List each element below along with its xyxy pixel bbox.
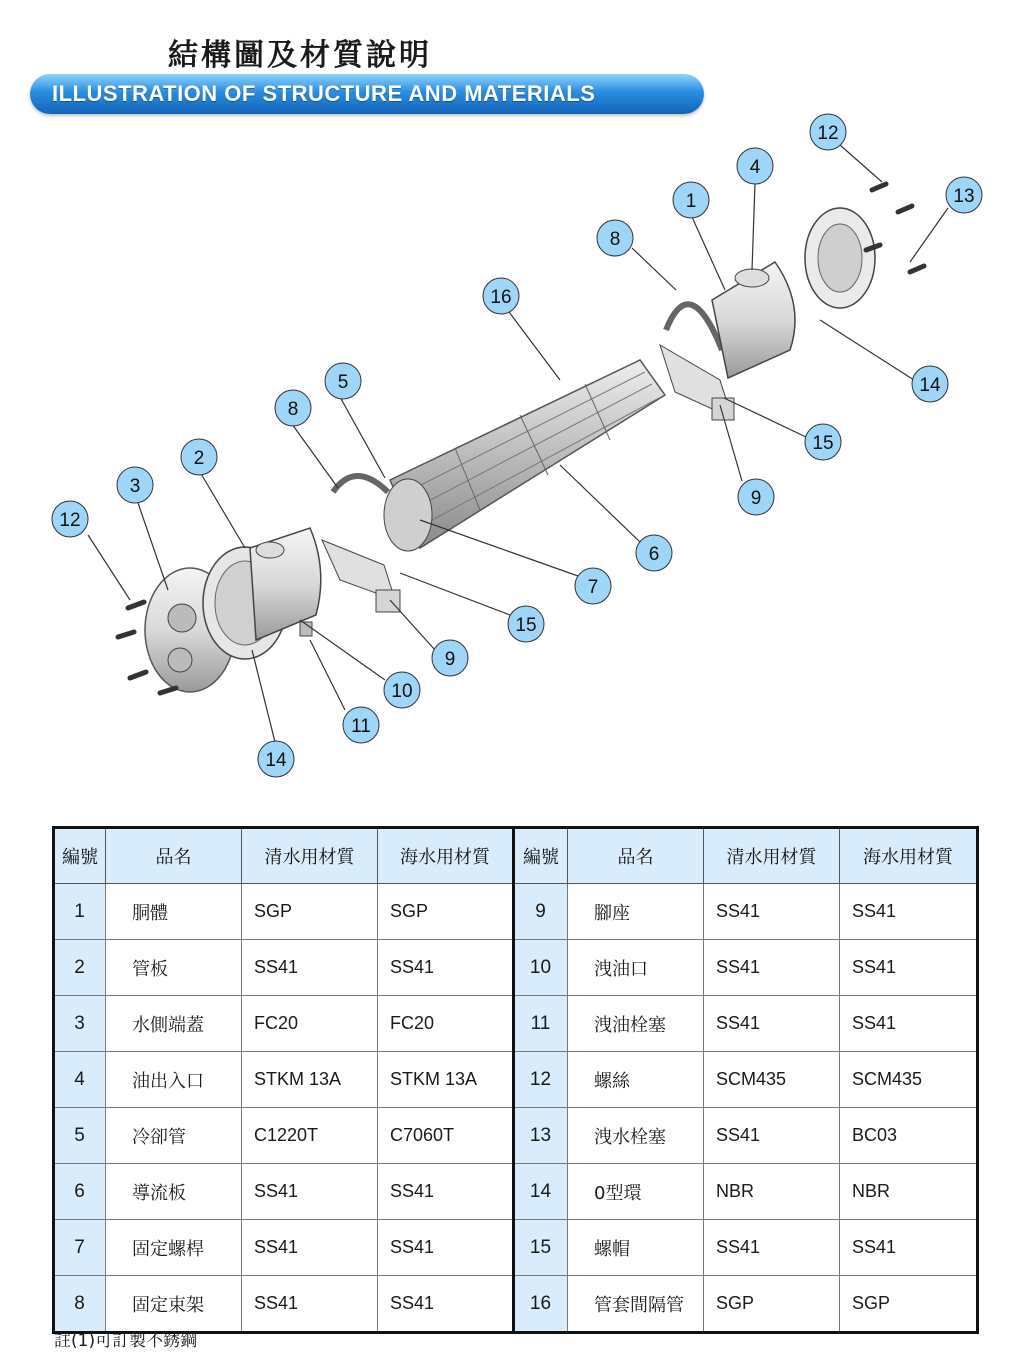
header-fresh-2: 清水用材質: [704, 828, 840, 884]
header-sea-2: 海水用材質: [840, 828, 978, 884]
part-number: 4: [54, 1052, 106, 1108]
part-name: 管板: [106, 940, 242, 996]
svg-text:11: 11: [351, 716, 371, 737]
part-number: 8: [54, 1276, 106, 1333]
sea-water-material: BC03: [840, 1108, 978, 1164]
part-name: 洩水栓塞: [568, 1108, 704, 1164]
fresh-water-material: STKM 13A: [242, 1052, 378, 1108]
header-name: 品名: [106, 828, 242, 884]
part-name: 油出入口: [106, 1052, 242, 1108]
fresh-water-material: C1220T: [242, 1108, 378, 1164]
sea-water-material: SS41: [840, 884, 978, 940]
svg-text:10: 10: [391, 681, 413, 702]
callout-8-left: [275, 390, 311, 426]
table-row: [54, 1164, 978, 1220]
fresh-water-material: SS41: [704, 996, 840, 1052]
sea-water-material: SS41: [840, 1220, 978, 1276]
page-title: 結構圖及材質說明: [168, 38, 432, 73]
part-number: 15: [514, 1220, 568, 1276]
left-shell: [250, 528, 321, 640]
table-row: [54, 1108, 978, 1164]
part-name: 固定螺桿: [106, 1220, 242, 1276]
part-number: 9: [514, 884, 568, 940]
sea-water-material: SS41: [840, 940, 978, 996]
part-number: 14: [514, 1164, 568, 1220]
part-number: 3: [54, 996, 106, 1052]
header-no: 編號: [54, 828, 106, 884]
fresh-water-material: SS41: [704, 940, 840, 996]
part-name: 固定束架: [106, 1276, 242, 1333]
callout-3: [117, 467, 153, 503]
svg-text:1: 1: [685, 191, 697, 212]
fresh-water-material: SS41: [704, 1108, 840, 1164]
sea-water-material: SGP: [840, 1276, 978, 1333]
svg-text:3: 3: [129, 476, 141, 497]
part-name: 胴體: [106, 884, 242, 940]
callout-2: [181, 439, 217, 475]
sea-water-material: SCM435: [840, 1052, 978, 1108]
table-row: [54, 1052, 978, 1108]
fresh-water-material: SS41: [704, 1220, 840, 1276]
header-name-2: 品名: [568, 828, 704, 884]
sea-water-material: SS41: [378, 940, 514, 996]
callout-8-right: [597, 220, 633, 256]
part-number: 11: [514, 996, 568, 1052]
callout-5: [325, 363, 361, 399]
callout-12-top-right: [810, 114, 846, 150]
sea-water-material: C7060T: [378, 1108, 514, 1164]
svg-text:14: 14: [265, 750, 287, 771]
right-shell: [712, 262, 795, 378]
callout-1: [673, 182, 709, 218]
fresh-water-material: SGP: [242, 884, 378, 940]
sea-water-material: SGP: [378, 884, 514, 940]
header-no-2: 編號: [514, 828, 568, 884]
fresh-water-material: SS41: [242, 1220, 378, 1276]
callout-15-left: [508, 606, 544, 642]
fresh-water-material: SS41: [242, 1164, 378, 1220]
table-row: [54, 1276, 978, 1333]
part-name: 冷卻管: [106, 1108, 242, 1164]
callout-11: [343, 707, 379, 743]
part-number: 16: [514, 1276, 568, 1333]
part-name: 洩油栓塞: [568, 996, 704, 1052]
callout-12-left: [52, 501, 88, 537]
part-name: 管套間隔管: [568, 1276, 704, 1333]
part-number: 7: [54, 1220, 106, 1276]
fresh-water-material: SGP: [704, 1276, 840, 1333]
part-number: 2: [54, 940, 106, 996]
part-number: 12: [514, 1052, 568, 1108]
sea-water-material: SS41: [378, 1276, 514, 1333]
part-name: 螺帽: [568, 1220, 704, 1276]
callout-13: [946, 177, 982, 213]
svg-text:15: 15: [515, 615, 537, 636]
part-name: 導流板: [106, 1164, 242, 1220]
svg-text:5: 5: [337, 372, 349, 393]
part-number: 13: [514, 1108, 568, 1164]
part-number: 6: [54, 1164, 106, 1220]
svg-text:13: 13: [953, 186, 975, 207]
fresh-water-material: SS41: [242, 940, 378, 996]
part-name: 洩油口: [568, 940, 704, 996]
callout-9-left: [432, 640, 468, 676]
table-row: [54, 940, 978, 996]
right-end-cover: [805, 208, 875, 308]
table-row: [54, 996, 978, 1052]
svg-text:15: 15: [812, 433, 834, 454]
table-row: [54, 1220, 978, 1276]
fresh-water-material: SS41: [242, 1276, 378, 1333]
table-row: [54, 884, 978, 940]
svg-text:2: 2: [193, 448, 205, 469]
callout-14-left: [258, 741, 294, 777]
table-header-row: [54, 828, 978, 884]
svg-text:12: 12: [817, 123, 839, 144]
sea-water-material: SS41: [378, 1164, 514, 1220]
part-name: 螺絲: [568, 1052, 704, 1108]
sea-water-material: NBR: [840, 1164, 978, 1220]
svg-text:8: 8: [609, 229, 621, 250]
title-banner: [30, 74, 704, 114]
svg-text:6: 6: [648, 544, 660, 565]
callout-16: [483, 278, 519, 314]
callout-14-right: [912, 366, 948, 402]
callout-15-right: [805, 424, 841, 460]
sea-water-material: STKM 13A: [378, 1052, 514, 1108]
sea-water-material: SS41: [840, 996, 978, 1052]
svg-text:16: 16: [490, 287, 512, 308]
callout-6: [636, 535, 672, 571]
fresh-water-material: NBR: [704, 1164, 840, 1220]
fresh-water-material: SS41: [704, 884, 840, 940]
svg-text:4: 4: [749, 157, 761, 178]
fresh-water-material: SCM435: [704, 1052, 840, 1108]
part-name: 腳座: [568, 884, 704, 940]
header-fresh: 清水用材質: [242, 828, 378, 884]
sea-water-material: FC20: [378, 996, 514, 1052]
banner-text: ILLUSTRATION OF STRUCTURE AND MATERIALS: [52, 81, 596, 106]
footnote: 註(1)可訂製不銹鋼: [54, 1331, 198, 1351]
header-sea: 海水用材質: [378, 828, 514, 884]
svg-text:12: 12: [59, 510, 81, 531]
callout-7: [575, 568, 611, 604]
svg-text:9: 9: [444, 649, 456, 670]
part-name: 水側端蓋: [106, 996, 242, 1052]
callout-9-right: [738, 479, 774, 515]
part-number: 10: [514, 940, 568, 996]
materials-table: [52, 826, 979, 1334]
svg-text:14: 14: [919, 375, 941, 396]
sea-water-material: SS41: [378, 1220, 514, 1276]
fresh-water-material: FC20: [242, 996, 378, 1052]
svg-text:7: 7: [587, 577, 599, 598]
part-number: 5: [54, 1108, 106, 1164]
part-number: 1: [54, 884, 106, 940]
svg-text:8: 8: [287, 399, 299, 420]
svg-text:9: 9: [750, 488, 762, 509]
exploded-diagram: [0, 110, 1024, 790]
part-name: 0型環: [568, 1164, 704, 1220]
callout-10: [384, 672, 420, 708]
callout-4: [737, 148, 773, 184]
